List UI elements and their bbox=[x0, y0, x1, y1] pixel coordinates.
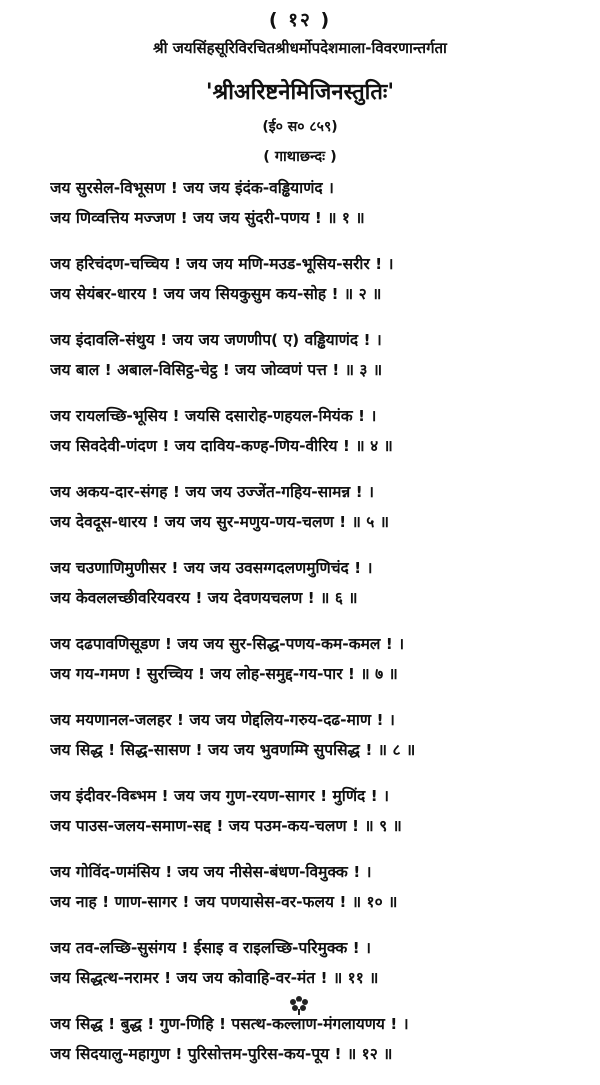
verse-line: जय हरिचंदण-चच्चिय ! जय जय मणि-मउड-भूसिय-सरीर ! । bbox=[50, 255, 394, 273]
verse bbox=[50, 477, 595, 537]
verse-line: जय सिद्धत्थ-नरामर ! जय जय कोवाहि-वर-मंत ! ॥ ११ ॥ bbox=[50, 969, 379, 987]
verse-line: जय इंदावलि-संथुय ! जय जय जणणीप( ए) वड्ढियाणंद ! । bbox=[50, 331, 382, 349]
verse-line: जय सुरसेल-विभूसण ! जय जय इंदंक-वड्ढियाणंद । bbox=[50, 179, 334, 197]
verse-line: जय चउणाणिमुणीसर ! जय जय उवसग्गदलणमुणिचंद ! । bbox=[50, 559, 373, 577]
verse-line: जय केवललच्छीवरियवरय ! जय देवणयचलण ! ॥ ६ ॥ bbox=[50, 589, 358, 607]
verse-line: जय सिवदेवी-णंदण ! जय दाविय-कण्ह-णिय-वीरिय ! ॥ ४ ॥ bbox=[50, 437, 393, 455]
verse-line: जय अकय-दार-संगह ! जय जय उज्जेंत-गहिय-सामन्न ! । bbox=[50, 483, 375, 501]
source-line: श्री जयसिंहसूरिविरचितश्रीधर्मोपदेशमाला-विवरणान्तर्गता bbox=[153, 39, 447, 57]
verse bbox=[50, 553, 595, 613]
metre-line: ( गाथाछन्दः ) bbox=[263, 149, 337, 165]
verse-line: जय बाल ! अबाल-विसिट्ठ-चेट्ठ ! जय जोव्वणं पत्त ! ॥ ३ ॥ bbox=[50, 361, 383, 379]
verse-line: जय इंदीवर-विब्भम ! जय जय गुण-रयण-सागर ! मुणिंद ! । bbox=[50, 787, 389, 805]
verse-line: जय सेयंबर-धारय ! जय जय सियकुसुम कय-सोह ! ॥ २ ॥ bbox=[50, 285, 382, 303]
verse-line: जय गोविंद-णमंसिय ! जय जय नीसेस-बंधण-विमुक्क ! । bbox=[50, 863, 372, 881]
verse-line: जय गय-गमण ! सुरच्चिय ! जय लोह-समुद्द-गय-पार ! ॥ ७ ॥ bbox=[50, 665, 398, 683]
verse-line: जय देवदूस-धारय ! जय जय सुर-मणुय-णय-चलण ! ॥ ५ ॥ bbox=[50, 513, 390, 531]
verse bbox=[50, 781, 595, 841]
verse bbox=[50, 857, 595, 917]
verse bbox=[50, 325, 595, 385]
verse bbox=[50, 629, 595, 689]
page-number: ( १२ ) bbox=[268, 9, 332, 31]
verse bbox=[50, 1009, 595, 1069]
verse-line: जय दढपावणिसूडण ! जय जय सुर-सिद्ध-पणय-कम-कमल ! । bbox=[50, 635, 405, 653]
verse-line: जय सिदयालु-महागुण ! पुरिसोत्तम-पुरिस-कय-पूय ! ॥ १२ ॥ bbox=[50, 1045, 393, 1063]
verse-line: जय तव-लच्छि-सुसंगय ! ईसाइ व राइलच्छि-परिमुक्क ! । bbox=[50, 939, 371, 957]
verse-line: जय णिव्वत्तिय मज्जण ! जय जय सुंदरी-पणय ! ॥ १ ॥ bbox=[50, 209, 365, 227]
page-title: 'श्रीअरिष्टनेमिजिनस्तुतिः' bbox=[205, 80, 395, 105]
verse bbox=[50, 933, 595, 993]
floral-ornament-icon bbox=[286, 992, 312, 1016]
verse-list bbox=[50, 173, 595, 1085]
verse bbox=[50, 705, 595, 765]
verse-line: जय मयणानल-जलहर ! जय जय णेद्दलिय-गरुय-दढ-माण ! । bbox=[50, 711, 395, 729]
verse bbox=[50, 173, 595, 233]
verse bbox=[50, 249, 595, 309]
verse-line: जय सिद्ध ! सिद्ध-सासण ! जय जय भुवणम्मि सुपसिद्ध ! ॥ ८ ॥ bbox=[50, 741, 416, 759]
verse-line: जय पाउस-जलय-समाण-सद्द ! जय पउम-कय-चलण ! ॥ ९ ॥ bbox=[50, 817, 402, 835]
verse-line: जय सिद्ध ! बुद्ध ! गुण-णिहि ! पसत्थ-कल्लाण-मंगलायणय ! । bbox=[50, 1015, 409, 1033]
date-line: (ई० स० ८५९) bbox=[262, 119, 338, 135]
verse bbox=[50, 401, 595, 461]
verse-line: जय रायलच्छि-भूसिय ! जयसि दसारोह-णहयल-मियंक ! । bbox=[50, 407, 377, 425]
verse-line: जय नाह ! णाण-सागर ! जय पणयासेस-वर-फलय ! ॥ १० ॥ bbox=[50, 893, 398, 911]
